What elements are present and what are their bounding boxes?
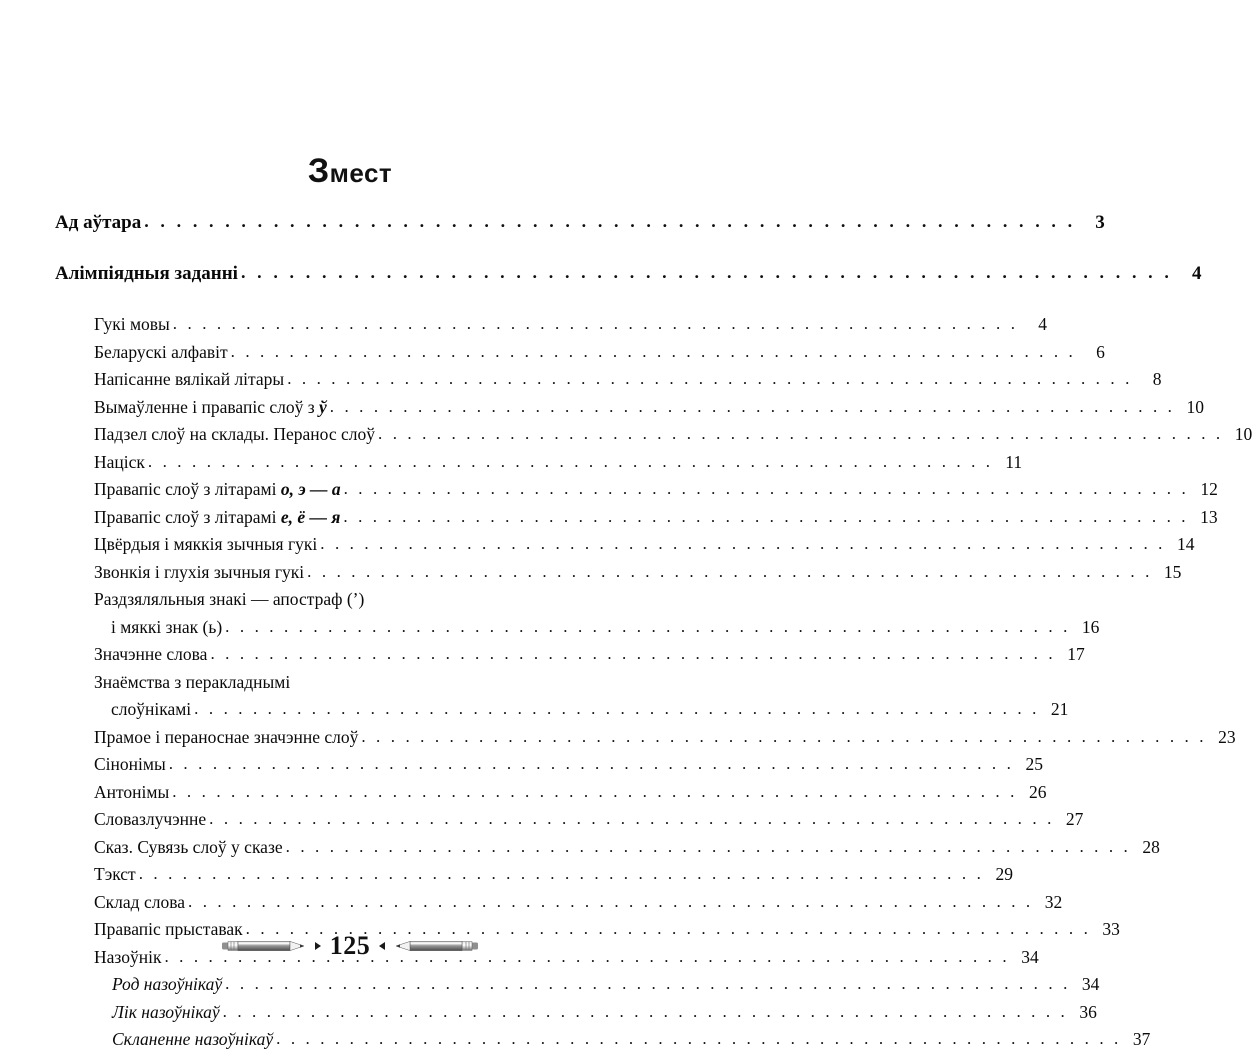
toc-entry-label-group [94,562,304,583]
leader-dots [320,534,1165,554]
toc-entry-page: 11 [1005,451,1023,472]
toc-entry-page: 10 [1234,424,1252,444]
toc-entry-page: 29 [995,864,1013,884]
toc-entry-label-group [94,314,170,335]
toc-entry-label-group [94,644,207,665]
leader-dots [188,892,1033,912]
toc-entry[interactable] [94,644,1085,665]
toc-entry-label-group [94,754,166,775]
toc-entry-page: 25 [1025,754,1043,774]
toc-entry-page: 4 [1038,314,1048,334]
leader-dots [172,782,1017,802]
toc-entry[interactable] [94,726,1236,748]
toc-entry-page: 32 [1044,891,1063,912]
toc-entry-label-group [94,837,283,858]
leader-dots [144,211,1076,232]
pencil-ornament-left [220,938,321,954]
toc-entry-page: 3 [1095,212,1105,233]
toc-entry-page: 28 [1142,836,1160,857]
toc-entry-line[interactable] [94,589,605,610]
leader-dots [361,727,1206,747]
toc-entry-page: 6 [1096,341,1105,362]
toc-entry[interactable] [94,534,1195,555]
toc-entry-emphasis: ў [319,396,327,417]
toc-entry-label-group [94,809,206,830]
toc-entry-label-group [55,263,238,285]
toc-entry-emphasis: о, э — а [280,479,341,499]
page-title-rest: мест [329,158,393,188]
toc-entry-label-group [94,424,375,445]
toc-entry-label: Правапіс слоў з літарамі [94,479,281,499]
leader-dots [209,809,1054,829]
toc-entry[interactable] [94,781,1047,803]
toc-entry[interactable] [55,212,1105,234]
toc-entry-label: Ад аўтара [55,212,142,233]
toc-entry[interactable] [94,754,1043,775]
toc-entry-label-group [94,397,327,418]
toc-entry-label-group [112,1029,273,1050]
leader-dots [169,754,1014,774]
toc-entry[interactable] [94,479,1218,500]
toc-entry-page: 26 [1028,781,1047,802]
toc-entry-label: Правапіс слоў з літарамі [94,506,281,527]
toc-entry-label-group [94,864,136,885]
toc-entry-page: 4 [1191,263,1202,284]
arrow-left-icon [379,942,385,950]
toc-entry-page: 27 [1065,809,1084,829]
leader-dots [210,644,1055,664]
leader-dots [330,397,1175,417]
toc-entry[interactable] [94,369,1162,390]
toc-entry-label-group [94,507,340,528]
toc-entry-label: Падзел слоў на склады. Перанос слоў [94,424,375,444]
pencil-icon [388,938,480,954]
pencil-icon [220,938,312,954]
toc-entry-label: Скланенне назоўнікаў [112,1029,274,1049]
toc-entry-page: 36 [1079,1001,1097,1022]
toc-entry-label: Знаёмства з перакладнымі [94,671,291,692]
leader-dots [287,369,1132,389]
toc-entry-page: 23 [1218,726,1236,747]
leader-dots [378,424,1223,444]
leader-dots [139,864,984,884]
toc-entry-label-group [94,452,145,473]
leader-dots [286,837,1131,857]
leader-dots [241,262,1173,283]
leader-dots [343,507,1188,527]
toc-entry-page: 10 [1186,396,1205,417]
toc-entry[interactable] [112,1001,1097,1023]
toc-entry-label: Назоўнік [94,946,162,967]
page-title [0,154,700,190]
toc-entry-page: 34 [1081,974,1100,994]
toc-entry-label: Склад слова [94,891,186,912]
toc-entry-label-group [94,782,169,803]
toc-entry-label-group [94,727,358,748]
toc-entry-label: Словазлучэнне [94,809,207,829]
toc-entry-label: Беларускі алфавіт [94,341,228,362]
toc-entry-label: Націск [94,451,145,472]
toc-entry[interactable] [111,699,1069,720]
toc-entry-label: Звонкія і глухія зычныя гукі [94,561,305,582]
toc-entry-label: Вымаўленне і правапіс слоў з [94,396,319,417]
toc-entry[interactable] [111,616,1100,638]
toc-entry[interactable] [94,396,1205,418]
toc-entry[interactable] [112,974,1100,995]
toc-entry-label-group [94,892,185,913]
toc-entry-label-group [94,342,228,363]
leader-dots [148,452,993,472]
toc-entry-emphasis: е, ё — я [280,506,341,527]
toc-entry[interactable] [94,836,1160,858]
toc-entry-label: Алімпіядныя заданні [55,263,238,284]
toc-entry-label: Тэкст [94,864,136,884]
page-number: 125 [329,931,371,960]
toc-entry-label: Правапіс прыставак [94,919,243,939]
toc-entry-label: Раздзяляльныя знакі — апостраф (’) [94,589,365,609]
toc-entry-page: 17 [1067,644,1085,664]
toc-entry[interactable] [94,451,1023,473]
toc-entry[interactable] [94,809,1084,830]
toc-entry-label: Сказ. Сувязь слоў у сказе [94,836,283,857]
toc-entry-label: Значэнне слова [94,644,208,664]
toc-entry-label: Цвёрдыя і мяккія зычныя гукі [94,534,318,554]
leader-dots [173,314,1018,334]
leader-dots [225,974,1070,994]
toc-entry-label: Гукі мовы [94,314,170,334]
toc-entry-label-group [112,1002,220,1023]
toc-entry-page: 12 [1200,479,1218,499]
toc-entry-page: 21 [1050,699,1069,719]
page-footer [0,921,700,971]
leader-dots [231,342,1076,362]
toc-entry[interactable] [112,1029,1151,1050]
toc-entry-label: Род назоўнікаў [112,974,223,994]
leader-dots [225,617,1070,637]
toc-entry-label: і мяккі знак (ь) [111,616,223,637]
toc-entry[interactable] [94,891,1063,913]
toc-entry[interactable] [94,341,1105,363]
toc-entry-label: Антонімы [94,781,170,802]
toc-entry-page: 33 [1102,919,1120,939]
toc-entry[interactable] [94,561,1182,583]
toc-entry[interactable] [94,864,1013,885]
arrow-right-icon [315,942,321,950]
leader-dots [307,562,1152,582]
toc-entry-page: 14 [1177,534,1195,554]
leader-dots [194,699,1039,719]
toc-entry-page: 15 [1163,561,1182,582]
leader-dots [223,1002,1068,1022]
toc-entry-label-group [94,534,317,555]
toc-entry-label-group [55,212,141,234]
toc-entry-label: Прамое і пераноснае значэнне слоў [94,726,359,747]
leader-dots [344,479,1189,499]
page-title-initial: З [307,152,330,190]
toc-entry-page: 13 [1200,506,1218,527]
leader-dots [276,1029,1121,1049]
toc-entry-label: слоўнікамі [111,699,192,719]
toc-entry-page: 34 [1021,946,1039,967]
toc-entry[interactable] [94,506,1218,528]
toc-entry[interactable] [55,263,1202,285]
toc-entry[interactable] [94,314,1048,335]
toc-entry-page: 8 [1152,369,1162,389]
toc-entry-label: Лік назоўнікаў [112,1001,220,1022]
toc-entry-line[interactable] [94,672,605,693]
toc-entry-label: Напісанне вялікай літары [94,369,285,389]
toc-entry-label-group [112,974,222,995]
toc-entry[interactable] [94,424,1252,445]
toc-entry-page: 37 [1132,1029,1151,1049]
toc-entry-label-group [94,369,284,390]
pencil-ornament-right [379,938,480,954]
toc-entry-label-group [94,479,341,500]
toc-entry-page: 16 [1081,616,1100,637]
toc-entry-label: Сінонімы [94,754,166,774]
